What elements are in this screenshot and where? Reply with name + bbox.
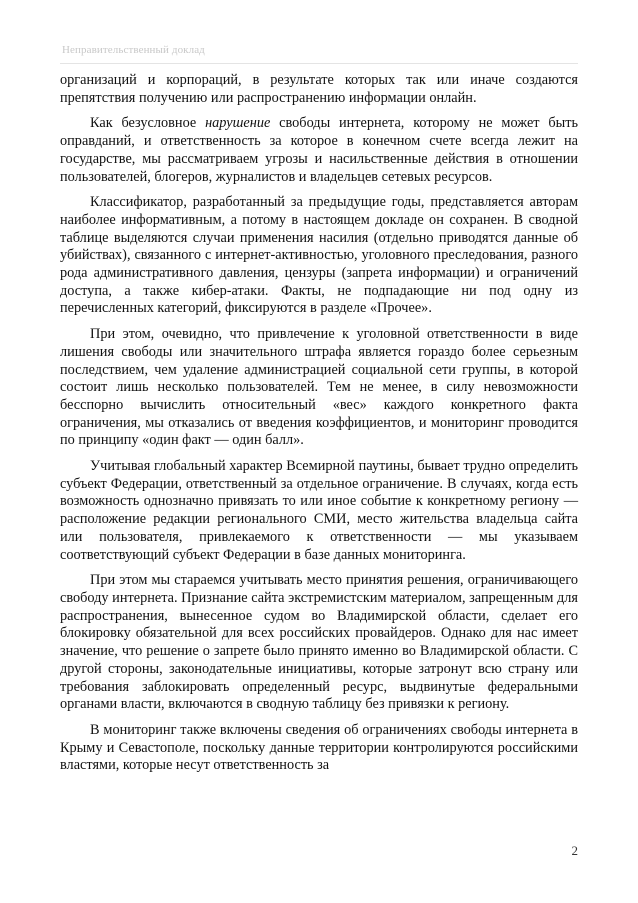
paragraph: В мониторинг также включены сведения об ограничениях свободы интернета в Крыму и Севастополе, поскольку данные территории контролируются российскими властями, которые несут ответственность за — [60, 721, 578, 774]
paragraph-text: свободы интернета, которому не может быть оправданий, и ответственность за которое в конечном счете всегда лежит на государстве, мы рассматриваем угрозы и насильственные действия в отношении пользователей, блогеров, журналистов и владельцев сетевых ресурсов. — [60, 115, 578, 185]
paragraph-text: Как безусловное — [90, 115, 206, 132]
emphasized-term: нарушение — [205, 115, 271, 132]
paragraph: Учитывая глобальный характер Всемирной паутины, бывает трудно определить субъект Федерации, ответственный за отдельное ограничение. В случаях, когда есть возможность однозначно привязать то или иное событие к конкретному региону — расположение редакции регионального СМИ, место жительства владельца сайта или пользователя, привлекаемого к ответственности — мы указываем соответствующий субъект Федерации в базе данных мониторинга. — [60, 458, 578, 563]
paragraph: Классификатор, разработанный за предыдущие годы, представляется авторам наиболее информативным, а потому в настоящем докладе он сохранен. В сводной таблице выделяются случаи применения насилия (отдельно приводятся данные об убийствах), связанного с интернет-активностью, уголовного преследования, разного рода административного давления, цензуры (запрета информации) и ограничений доступа, а также кибер-атаки. Факты, не подпадающие ни под одну из перечисленных категорий, фиксируются в разделе «Прочее». — [60, 194, 578, 317]
body-text — [60, 72, 578, 783]
paragraph-continued: организаций и корпораций, в результате которых так или иначе создаются препятствия получению или распространению информации онлайн. — [60, 72, 578, 106]
paragraph: При этом, очевидно, что привлечение к уголовной ответственности в виде лишения свободы или значительного штрафа является гораздо более серьезным последствием, чем удаление администрацией социальной сети группы, в которой состоит лишь несколько пользователей. Тем не менее, в силу невозможности бесспорно вычислить относительный «вес» каждого конкретного факта ограничения, мы отказались от введения коэффициентов, и мониторинг проводится по принципу «один факт — один балл». — [60, 326, 578, 449]
page-number: 2 — [571, 843, 578, 858]
running-header: Неправительственный доклад — [62, 44, 205, 56]
paragraph: При этом мы стараемся учитывать место принятия решения, ограничивающего свободу интернета. Признание сайта экстремистским материалом, запрещенным для распространения, вынесенное судом во Владимирской области, сделает его блокировку обязательной для всех российских провайдеров. Однако для нас имеет значение, что решение о запрете было принято именно во Владимирской области. С другой стороны, законодательные инициативы, которые затронут всю страну или требования заблокировать определенный ресурс, выдвинутые федеральными органами власти, включаются в сводную таблицу без привязки к региону. — [60, 572, 578, 713]
paragraph — [60, 115, 578, 186]
header-divider — [60, 63, 578, 64]
